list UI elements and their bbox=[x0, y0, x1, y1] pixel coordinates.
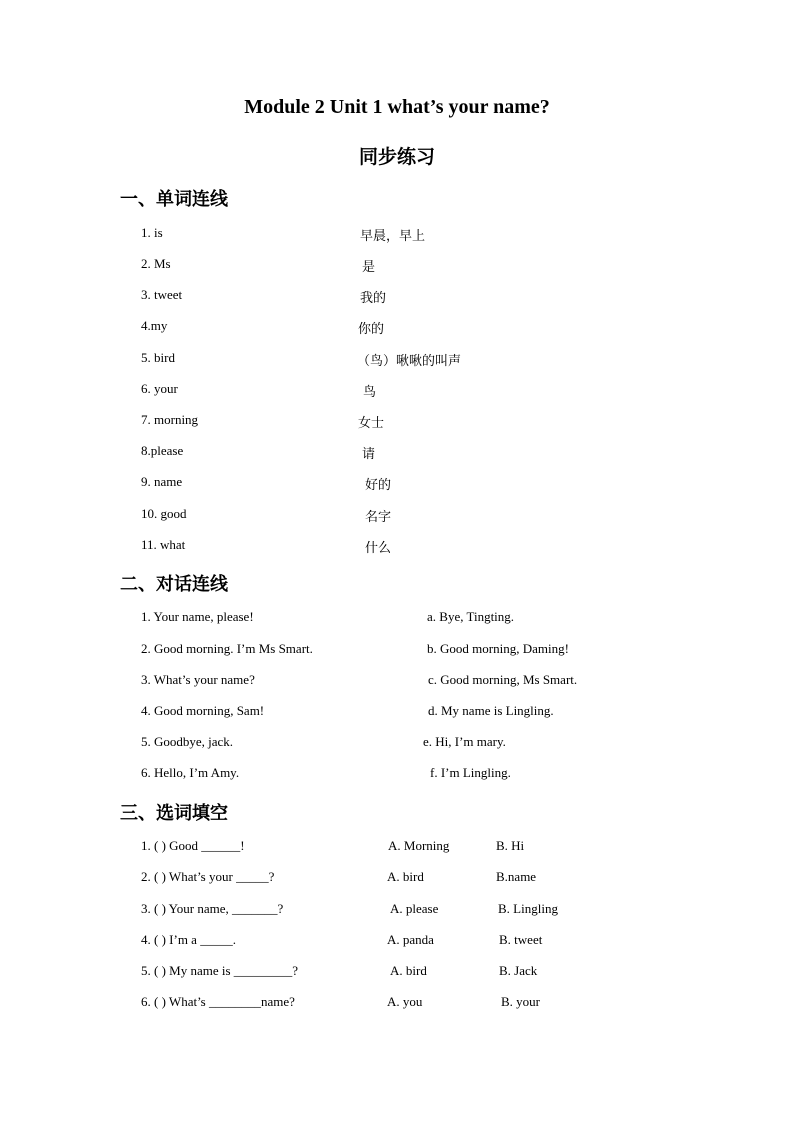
option-b: B. Hi bbox=[496, 838, 525, 853]
question-line: 1. ( ) Good ______! bbox=[141, 838, 245, 853]
section2-heading: 二、对话连线 bbox=[120, 574, 228, 595]
option-b: B. Lingling bbox=[498, 901, 558, 916]
word-item: 11. what bbox=[141, 537, 186, 552]
word-item: 10. good bbox=[141, 506, 187, 521]
meaning-item: 我的 bbox=[360, 291, 387, 306]
option-a: A. Morning bbox=[388, 838, 450, 853]
dialogue-line: 2. Good morning. I’m Ms Smart. bbox=[141, 641, 313, 656]
meaning-item: 请 bbox=[362, 447, 376, 462]
option-b: B. your bbox=[501, 994, 540, 1009]
meaning-item: 鸟 bbox=[363, 385, 377, 400]
word-item: 1. is bbox=[141, 225, 163, 240]
meaning-item: 什么 bbox=[365, 541, 392, 556]
dialogue-line: 5. Goodbye, jack. bbox=[141, 734, 234, 749]
option-b: B.name bbox=[496, 869, 537, 884]
word-item: 5. bird bbox=[141, 350, 175, 365]
response-line: e. Hi, I’m mary. bbox=[423, 734, 506, 749]
page-subtitle: 同步练习 bbox=[358, 146, 435, 168]
word-item: 7. morning bbox=[141, 412, 199, 427]
word-item: 4.my bbox=[141, 318, 168, 333]
question-line: 5. ( ) My name is _________? bbox=[141, 963, 299, 978]
question-line: 3. ( ) Your name, _______? bbox=[141, 901, 284, 916]
meaning-item: 女士 bbox=[358, 416, 385, 431]
meaning-item: 你的 bbox=[358, 322, 385, 337]
option-a: A. panda bbox=[387, 932, 434, 947]
word-item: 2. Ms bbox=[141, 256, 171, 271]
section1-heading: 一、单词连线 bbox=[120, 189, 228, 210]
meaning-item: 好的 bbox=[365, 478, 392, 493]
option-a: A. please bbox=[390, 901, 439, 916]
dialogue-line: 4. Good morning, Sam! bbox=[141, 703, 265, 718]
response-line: b. Good morning, Daming! bbox=[427, 641, 569, 656]
response-line: f. I’m Lingling. bbox=[430, 765, 511, 780]
option-a: A. you bbox=[387, 994, 423, 1009]
option-b: B. Jack bbox=[499, 963, 538, 978]
response-line: a. Bye, Tingting. bbox=[427, 609, 515, 624]
option-b: B. tweet bbox=[499, 932, 543, 947]
meaning-item: 是 bbox=[362, 260, 376, 275]
dialogue-line: 1. Your name, please! bbox=[141, 609, 254, 624]
word-item: 6. your bbox=[141, 381, 178, 396]
word-item: 8.please bbox=[141, 443, 184, 458]
section3-heading: 三、选词填空 bbox=[120, 803, 228, 824]
meaning-item: 名字 bbox=[365, 510, 392, 525]
word-item: 9. name bbox=[141, 474, 183, 489]
question-line: 4. ( ) I’m a _____. bbox=[141, 932, 236, 947]
word-item: 3. tweet bbox=[141, 287, 183, 302]
meaning-item: （鸟）啾啾的叫声 bbox=[357, 354, 462, 369]
response-line: c. Good morning, Ms Smart. bbox=[428, 672, 578, 687]
dialogue-line: 3. What’s your name? bbox=[141, 672, 255, 687]
dialogue-line: 6. Hello, I’m Amy. bbox=[141, 765, 240, 780]
question-line: 6. ( ) What’s ________name? bbox=[141, 994, 295, 1009]
meaning-item: 早晨，早上 bbox=[360, 229, 426, 244]
response-line: d. My name is Lingling. bbox=[428, 703, 554, 718]
question-line: 2. ( ) What’s your _____? bbox=[141, 869, 275, 884]
page-title: Module 2 Unit 1 what’s your name? bbox=[244, 96, 550, 118]
option-a: A. bird bbox=[390, 963, 427, 978]
option-a: A. bird bbox=[387, 869, 424, 884]
